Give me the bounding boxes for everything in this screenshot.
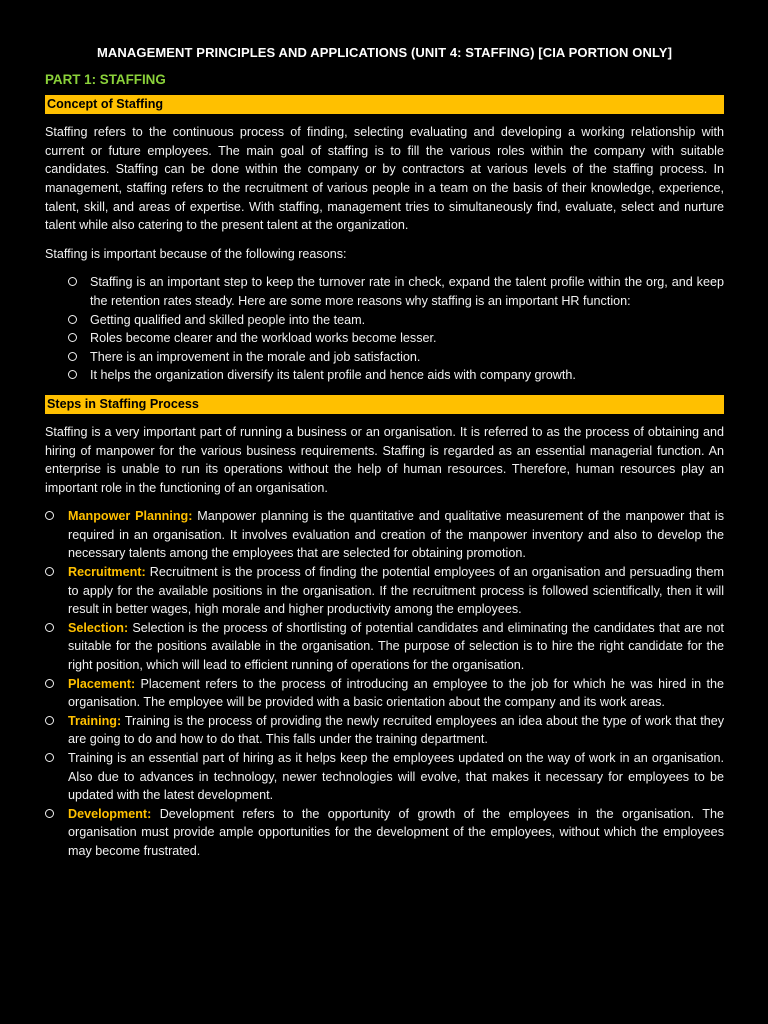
step-term: Manpower Planning: (68, 509, 193, 524)
section-heading-concept: Concept of Staffing (45, 95, 724, 114)
circle-bullet-icon (68, 277, 77, 286)
list-item: Getting qualified and skilled people into the team. (45, 311, 724, 330)
circle-bullet-icon (68, 315, 77, 324)
list-item: Manpower Planning: Manpower planning is the quantitative and qualitative measurement of the manpower that is required in an organisation. It involves evaluation and creation of the manpower inventory and also to develop the necessary talents among the employees that are selected for obtaining promotion. (45, 507, 724, 563)
circle-bullet-icon (45, 753, 54, 762)
list-item: Placement: Placement refers to the process of introducing an employee to the job for which he was hired in the organisation. The employee will be provided with a basic orientation about the company and its work areas. (45, 675, 724, 712)
steps-list (45, 507, 724, 860)
list-item: Selection: Selection is the process of shortlisting of potential candidates and eliminating the candidates that are not suitable for the positions available in the organisation. The purpose of selection is to hire the right candidate for the right position, which will lead to efficient running of operations for the organisation. (45, 619, 724, 675)
circle-bullet-icon (45, 567, 54, 576)
list-item: There is an improvement in the morale and job satisfaction. (45, 348, 724, 367)
steps-paragraph: Staffing is a very important part of running a business or an organisation. It is referred to as the process of obtaining and hiring of manpower for the various business requirements. Staffing is regarded as an essential managerial function. An enterprise is unable to run its operations without the help of human resources. Therefore, human resources play an important role in the functioning of an organisation. (45, 424, 724, 495)
section-heading-steps: Steps in Staffing Process (45, 395, 724, 414)
list-item: Roles become clearer and the workload works become lesser. (45, 329, 724, 348)
step-term: Placement: (68, 676, 136, 691)
circle-bullet-icon (68, 333, 77, 342)
document-title: MANAGEMENT PRINCIPLES AND APPLICATIONS (UNIT 4: STAFFING) [CIA PORTION ONLY] (96, 45, 673, 60)
list-item: Development: Development refers to the opportunity of growth of the employees in the organisation. The organisation must provide ample opportunities for the development of the employees, without which the employees may become frustrated. (45, 805, 724, 861)
list-item: Training: Training is the process of providing the newly recruited employees an idea about the type of work that they are going to do and how to do that. This falls under the training department. (45, 712, 724, 749)
step-term: Training: (68, 713, 122, 728)
list-item: Training is an essential part of hiring as it helps keep the employees updated on the way of work in an organisation. Also due to advances in technology, newer technologies will evolve, that makes it necessary for employees to be updated with the latest development. (45, 749, 724, 805)
list-item: Staffing is an important step to keep the turnover rate in check, expand the talent profile within the org, and keep the retention rates steady. Here are some more reasons why staffing is an important HR function: (45, 273, 724, 310)
circle-bullet-icon (45, 623, 54, 632)
list-item: It helps the organization diversify its talent profile and hence aids with company growth. (45, 366, 724, 385)
step-term: Development: (68, 806, 152, 821)
circle-bullet-icon (45, 511, 54, 520)
list-item: Recruitment: Recruitment is the process of finding the potential employees of an organisation and persuading them to apply for the available positions in the organisation. If the recruitment process is followed scientifically, then it will result in better wages, high morale and higher productivity among the employees. (45, 563, 724, 619)
circle-bullet-icon (45, 716, 54, 725)
part-heading: PART 1: STAFFING (45, 71, 166, 87)
circle-bullet-icon (68, 352, 77, 361)
circle-bullet-icon (45, 809, 54, 818)
importance-intro: Staffing is important because of the following reasons: (45, 246, 347, 261)
document-page (45, 44, 724, 871)
importance-list (45, 273, 724, 385)
step-term: Selection: (68, 620, 129, 635)
concept-paragraph: Staffing refers to the continuous process of finding, selecting evaluating and developing a working relationship with current or future employees. The main goal of staffing is to fill the various roles within the company with suitable candidates. Staffing can be done within the company or by contractors at various levels of the staffing process. In management, staffing refers to the recruitment of various people in a team on the basis of their knowledge, experience, talent, skill, and areas of expertise. With staffing, management tries to simultaneously find, evaluate, select and nurture talent while also catering to the present talent at the organization. (45, 125, 724, 233)
circle-bullet-icon (68, 370, 77, 379)
step-term: Recruitment: (68, 565, 146, 580)
circle-bullet-icon (45, 679, 54, 688)
